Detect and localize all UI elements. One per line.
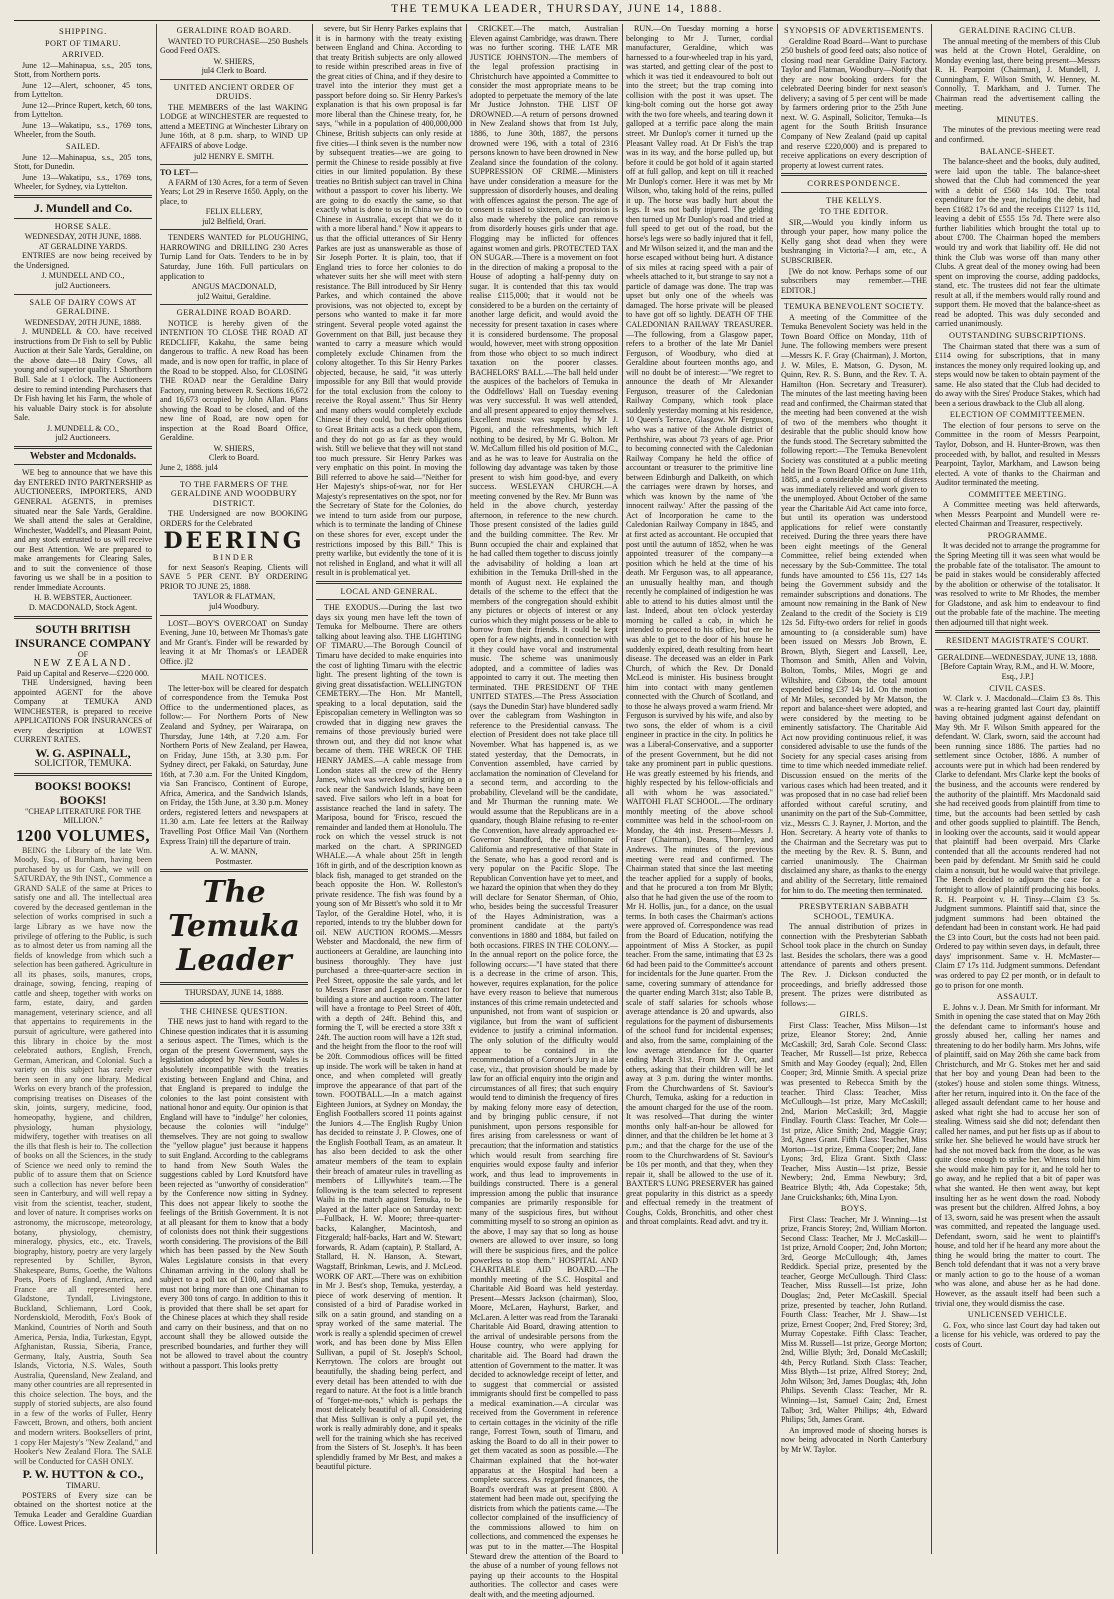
road-board-body: WANTED TO PURCHASE—250 Bushels Good Feed OATS. [160,36,308,56]
benevolent-heading: TEMUKA BENEVOLENT SOCIETY. [783,302,925,312]
civil-heading: CIVIL CASES. [989,683,1046,693]
correspondence-heading: CORRESPONDENCE. [807,178,901,189]
column-rule [156,24,157,1554]
column-rule [622,24,623,1554]
kellys-body: SIR,—Would you kindly inform us through your paper, how many police the Kelly gang shot dead when they were bushranging in Victoria?—I am, etc., A SUBSCRIBER. [781,217,927,266]
webster-sign: D. MACDONALD, Stock Agent. [28,602,138,612]
column-rule [466,24,467,1554]
local-heading: LOCAL AND GENERAL. [340,586,438,596]
mail-body: The letter-box will be cleared for despatch of correspondence from the Temuka Post Office to the undermentioned places, as follow:— For Northern Ports of New Zealand and Sydney, per Wairarapa, on Thursday, June 14th, at 7.20 a.m. For Northern Ports of New Zealand, per Hawea, on Friday, June 15th, at 3.30 p.m. For Sydney direct, per Fakaki, on Saturday, June 16th, at 7.30 a.m. For the United Kingdom, via San Francisco, Continent of Europe, Africa, America, and the Sandwich Islands, on Friday, the 15th June, at 3.30 p.m. Money orders, registered letters and newspapers at 11.30 a.m. Late fee letters at the Railway Travelling Post Office Mail Van (Northern Express Train) till the departure of train. [160,683,308,846]
racing-club-body: The annual meeting of the members of this Club was held at the Crown Hotel, Geraldine, on Monday evening last, there being present—Messrs R. H. Pearpoint (Chairman), J. Mundell, J. Cunningham, F. Wilson Smith, W. Henney, M. Connolly, T. Markham, and J. Turner. The Chairman read the advertisement calling the meeting. [935,36,1100,113]
girls-heading: GIRLS. [839,1010,869,1020]
committee-body: A Committee meeting was held afterwards, when Messrs Pearpoint and Mundell were re-elected Chairman and Treasurer, respectively. [935,500,1100,529]
shipping-entry: June 12—Mahinapua, s.s., 205 tons, Stott, from Northern ports. [14,60,152,80]
benevolent-body: A meeting of the Committee of the Temuka Benevolent Society was held in the Town Board Office on Monday, 11th of June. The following members were present—Messrs K. F. Gray (Chairman), J. Morton, J. W. Miles, E. Matson, G. Dyson, M. Quinn, Rev. R. S. Bunn, and the Rev. T. A. Hamilton (Hon. Secretary and Treasurer). The minutes of the last meeting having been read and confirmed, the Chairman stated that the meeting had been convened at the wish of two of the members who thought it desirable that the public should know how the funds stood. The Secretary submitted the following report:—The Temuka Benevolent Society was constituted at a public meeting held in the Town Board Office on June 11th, 1885, and a considerable amount of distress was immediately relieved and work given to the unemployed. About October of the same year the Charitable Aid Act came into force, but until its operation was understood applications for relief were constantly received. During the three years there have been eight meetings of the General Committee, relief being extended when necessary by the Sub-Committee. The total funds have amounted to £56 11s, £27 14s being the Government subsidy and the remainder subscriptions and donations. The amount now remaining in the Bank of New Zealand to the credit of the Society is £19 12s 5d. Fifty-two orders for relief in goods amounting to (a considerable sum) have been issued on Messrs Job Brown, E. Brown, Blyth, Siegert and Laxsell, Lee, Thomson and Smith, Allen and Volvin, Bolton, Tombs, Miles, Mogri ge and Wiltshire, and Gibson, the total amount expended being £37 14s 1d. On the motion of Mr Miles, seconded by Mr Matson, the report and balance-sheet were adopted, and were considered by the meeting to be eminently satisfactory. The Charitable Aid Act now providing continuous relief, it was considered advisable to use the funds of the Society for any special cases arising from time to time which needed immediate relief. Discussion ensued on the merits of the various cases which had been treated, and it was proposed that in no case had relief been afforded without careful scrutiny, and unanimity on the part of the Sub-Committee, viz., Messrs C. J. Rayner, J. Morton, and the Hon. Secretary. A hearty vote of thanks to the Chairman and the Secretary was put to the meeting by the Rev. R. S. Bunn, and carried unanimously. The Chairman disclaimed any share, as thanks to the energy and ability of the Secretary, little remained for him to do. The meeting then terminated. [781,312,927,895]
mail-heading: MAIL NOTICES. [201,673,267,683]
deering-heading: DEERING [163,528,305,555]
mail-sign2: Postmaster. [215,856,253,866]
vehicle-body: G. Fox, who since last Court day had taken out a license for his vehicle, was ordered to pay the costs of Court. [935,1320,1100,1349]
south-british-capital: Paid up Capital and Reserve—£220 000. [16,668,150,678]
mundell-heading: J. Mundell and Co. [33,200,133,215]
column-rule [777,24,778,1554]
court-heading: RESIDENT MAGISTRATE'S COURT. [945,636,1090,646]
election-body: The election of four persons to serve on the Committee in the room of Messrs Pearpoint, Taylor, Dobson, and H. Hunter-Brown, was then proceeded with, by ballot, and resulted in Messrs Pearpoint, Taylor, Markham, and Lawson being elected. A vote of thanks to the Chairman and Auditor terminated the meeting. [935,420,1100,488]
to-editor-heading: TO THE EDITOR. [819,207,889,217]
dairy-sale-body: J. MUNDELL & CO. have received instructions from Dr Fish to sell by Public Auction at their Sale Yards, Geraldine, on the above date—18 Dairy Cows, all young and of superior quality. 1 Shorthorn Bull. Sale at 1 o'clock. The Auctioneers desire to remind intending Purchasers that Dr Fish having let his Farm, the whole of his valuable Dairy stock is for absolute Sale. [14,327,152,423]
road-board-heading: GERALDINE ROAD BOARD. [176,308,292,318]
hutton-heading: P. W. HUTTON & CO., [22,1467,144,1482]
column-3 [316,24,462,1556]
farmers-sign2: jul4 Woodbury. [209,601,259,611]
shipping-entry: June 12—Prince Rupert, ketch, 60 tons, from Lyttelton. [14,100,152,120]
hutton-body: POSTERS of Every size can be obtained on the shortest notice at the Temuka Leader and Geraldine Guardian Office. Lowest Prices. [14,1490,152,1529]
druids-body: THE MEMBERS of the last WAKING LODGE at WINCHESTER are requested to attend a MEETING at Winchester Library on June 16th, at 8 p.m. sharp, to WIND UP AFFAIRS of above Lodge. [160,102,308,151]
farmers-heading: TO THE FARMERS OF THE GERALDINE AND WOODBURY DISTRICT. [170,479,298,508]
horse-sale-date: WEDNESDAY, 20TH JUNE, 1888. [24,232,142,242]
druids-sign: jul2 HENRY E. SMITH. [194,151,274,161]
dairy-sale-sign2: jul2 Auctioneers. [55,433,111,443]
road-board-notice-date: June 2, 1888. jul4 [160,462,218,472]
webster-heading: Webster and Mcdonalds. [29,450,137,462]
chinese-body-cont: severe, but Sir Henry Parkes explains that it is in harmony with the treaty existing between England and China. According to that treaty British subjects are only allowed to reside within prescribed areas in five of the great cities of China, and if they desire to travel into the interior they must get a passport before doing so. Sir Henry Parkes's explanation is that his own proposal is far more liberal than the Chinese treaty, for, he says, "while in a population of 400,000,000 Chinese, British subjects can only reside at five cities—I think seven is the number now by subsequent treaties—we are going to permit the Chinese to reside possibly at five cities in our limited population. By these treaties no British subject can travel in China without a passport to cover his liberty. We are going to do exactly the same, so that exactly what is done to us in China we do to Chinese in Australia, except that we do it with a more liberal hand." Now it appears to us that the official utterances of Sir Henry Parkes are just as unanswerable as those of Sir Joseph Porter. It is plain, too, that if England tries to force her colonies to do whatever suits her she will meet with stern resistance. The Bill introduced by Sir Henry Parkes, and which contained the above provisions, was not objected to, except by persons who wanted to make it far more stringent. Several people voted against the Government on that Bill, just because they wanted to carry a measure which would completely exclude Chinamen from the colony altogether. To this Sir Henry Parkes objected, because, he said, "it was utterly impossible for any Bill that would provide for the total exclusion from the colony to receive the Royal assent." Thus Sir Henry and many others would completely exclude Chinese if they could, but their obligations to Great Britain acts as a check upon them, and they do not go as far as they would wish. Still we believe that they will not stand too much pressure. Sir Henry Parkes was very emphatic on this point. In moving the Bill referred to above he said—"Neither for Her Majesty's ships-of-war, nor for Her Majesty's representatives on the spot, nor for the Secretary of State for the Colonies, do we intend to turn aside from our purpose, which is to terminate the landing of Chinese on these shores for ever, except under the restrictions imposed by this Bill." This is pretty warlike, but evidently the tone of it is not relished in England, and what it will all result in is problematical yet. [316,24,462,578]
road-board-sign2: jul4 Clerk to Board. [201,66,267,76]
programme-heading: PROGRAMME. [987,530,1048,540]
column-4 [470,24,618,1599]
to-let-heading: TO LET— [160,168,198,178]
dairy-sale-heading: SALE OF DAIRY COWS AT GERALDINE. [29,297,137,317]
road-board-heading: GERALDINE ROAD BOARD. [176,26,292,35]
masthead-rule [14,20,1100,21]
balance-body: The balance-sheet and the books, duly audited, were laid upon the table. The balance-sheet showed that the Club had commenced the year with a debit of £560 14s 10d. The total expenditure for the year, including the debit, had been £1682 17s 6d and the receipts £1127 1s 11d, leaving a debit of £555 15s 7d. There were also further liabilities which brought the total up to about £700. The Chairman hoped the members would try and work that liability off. He did not think the Club was worse off than many other Clubs. A great deal of the money owing had been spent on improving the course, adding paddocks, stand, etc. The trustees did not fear the ultimate result at all, if the members would rally round and support them. He moved that the balance-sheet as read be adopted. This was duly seconded and carried unanimously. [935,157,1100,329]
local-body-cont: RUN.—On Tuesday morning a horse belonging to Mr J. Turner, cordial manufacturer, Geraldine, which was harnessed to a four-wheeled trap in his yard, was started, and getting clear of the post to which it was tied it endeavoured to bolt out into the street; but the trap coming into collision with the post it was upset. The king-bolt coming out the horse got away with the two fore wheels, and tearing down it galloped at a terrific pace along the main street. Mr Dunlop's corner it turned up the Pleasant Valley road. At Dr Fish's the trap was in its way, and the horse pulled up, but before it could be got hold of it again started off at full gallop, and kept on till it reached Mr Dunlop's corner. Here it was met by Mr Wilson, who, taking hold of the reins, pulled it up. The horse was badly hurt about the legs. It was not badly injured. The gelding then turned up Mr Dunlop's road and tried at full speed to get out of the road, but the horse's legs were so badly injured that it fell, and Mr Wilson seized it, and the man and the horse escaped without being hurt. A distance of six miles at racing speed with a pair of wheels attached to it, but strange to say not a particle of damage was done. The trap was upset but only one of the wheels was damaged. The horse private will be pleased to have got off so lightly. DEATH OF THE CALEDONIAN RAILWAY TREASURER.—The following, from a Glasgow paper, refers to a brother of the late Mr Daniel Ferguson, of Woodbury, who died at Geraldine about fourteen months ago, and will no doubt be of interest:—"We regret to announce the death of Mr Alexander Ferguson, treasurer of the Caledonian Railway Company, which took place suddenly yesterday morning at his residence, 10 Queen's Terrace, Glasgow. Mr Ferguson, who was a native of the Athole district of Perthshire, was about 73 years of age. Prior to becoming connected with the Caledonian Railway Company he held the office of accountant or treasurer to the primitive line between Edinburgh and Dalkeith, on which the carriages were drawn by horses, and which was known by the name of 'the innocent railway.' After the passing of the Act of Incorporation he came to the Caledonian Railway Company in 1845, and at first acted as accountant. He occupied that post until the autumn of 1852, when he was appointed treasurer of the company—a position which he held at the time of his death. Mr Ferguson was, to all appearance, an unusually healthy man, and though recently he complained of indigestion he was able to attend to his duties almost until the last. Indeed, about ten o'clock yesterday morning he called a cab, in which he intended to proceed to his office, but ere he was able to get to the door of his house he suddenly expired, death resulting from heart disease. The deceased was an elder in Park Church, of which the Rev. Dr Donald McLeod is minister. His business brought him into contact with many gentlemen connected with the Church of Scotland, and to those he always proved a warm friend. Mr Ferguson is survived by his wife, and also by two sons, the elder of whom is a civil engineer in practice in the city. In politics he was a Liberal-Conservative, and a supporter of the present Government, but he did not take any prominent part in public questions. He was greatly esteemed by his friends, and highly respected by his fellow-officials and all with whom he was associated." WAITOHI FLAT SCHOOL.—The ordinary monthly meeting of the above school committee was held in the school-room on Monday, the 4th inst. Present—Messrs J. Fraser (Chairman), Deans, Thornley, and Andrews. The minutes of the previous meeting were read and confirmed. The Chairman stated that since the last meeting the teacher applied for a supply of books, and that he procured a ton from Mr Blyth; also that he had given the use of the room to Mr H. Hollis, jun., for a dance, on the usual terms. In both cases the Chairman's actions were approved of. Correspondence was read from the Board of Education, notifying the appointment of Miss A Stocker, as pupil teacher. From the same, intimating that £3 2s 6d had been paid to the Committee's account for incidentals for the June quarter. From the same, covering summary of attendance for the quarter ending March 31st; also Table B, scale of staff salaries for schools whose average attendance is 20 and upwards, also regulations for the payment of disbursements of the school fund for incidental expenses; and also, from the same, complaining of the low average attendance for the quarter ending March 31st. From Mr J. Orr, and others, asking that their children will be let away at 3 p.m. during the winter months. From the Churchwardens of St. Saviour's Church, Temuka, asking for a reduction in the amount charged for the use of the room. It was resolved—That during the winter months only half-an-hour be allowed for dinner, and that the children be let home at 3 p.m.; and that the charge for the use of the room to the Churchwardens of St. Saviour's be 10s per month, and that they, when they repair it, shall be allowed to the use of it. BAXTER'S LUNG PRESERVER has gained great popularity in this district as a speedy and effectual remedy in the treatment of Coughs, Colds, Bronchitis, and other chest and throat complaints. Read advt. and try it. [626,24,773,1227]
minutes-body: The minutes of the previous meeting were read and confirmed. [935,125,1100,145]
outstanding-body: The Chairman stated that there was a sum of £114 owing for subscriptions, that in many instances the money only required looking up, and steps would now be taken to obtain payment of the same. He also stated that the Club had decided to do away with the Sires' Produce Stakes, which had been a serious drawback to the Club all along. [935,341,1100,408]
chinese-body: THE news just to hand with regard to the Chinese question indicates that it is assuming a serious aspect. The Times, which is the organ of the present Government, says the legislation adopted by New South Wales is absolutely incompatible with the treaties existing between England and China, and that England is prepared to indulge the colonies to the last point consistent with national honor and equity. Our opinion is that England will have to "indulge" her colonies, because the colonies will "indulge" themselves. They are not going to swallow the "yellow plague" just because it happens to suit England. According to the cablegrams to hand from New South Wales the suggestions cabled by Lord Knutsford have been rejected as "unworthy of consideration" by the Conference now sitting in Sydney. This does not appear likely to soothe the feelings of the British Government. It is not at all pleasant for them to know that a body of colonists does not think their suggestions worth considering. The provisions of the Bill which has been passed by the New South Wales Legislature consists in that every Chinaman arriving in the colony shall be subject to a poll tax of £100, and that ships must not bring more than one Chinaman to every 300 tons of cargo. In addition to this it is provided that there shall be set apart for the Chinese places at which they shall reside and carry on their business, and that on no account shall they be allowed outside the prescribed boundaries, and further they will not be allowed to travel about the country without a passport. This looks pretty [160,1017,308,1370]
shipping-entry: June 12—Alert, schooner, 45 tons, from Lyttelton. [14,80,152,100]
tender-sign: ANGUS MACDONALD, [191,282,277,292]
horse-sale-sign2: jul2 Auctioneers. [55,281,111,291]
synopsis-heading: SYNOPSIS OF ADVERTISEMENTS. [783,26,925,35]
kellys-heading: THE KELLYS. [826,195,882,205]
column-rule [931,24,932,1554]
balance-heading: BALANCE-SHEET. [980,146,1055,156]
farmers-body: THE Undersigned are now BOOKING ORDERS for the Celebrated [160,509,308,528]
dairy-sale-sign: J. MUNDELL & CO., [46,423,120,433]
kellys-note: [We do not know. Perhaps some of our subscribers may remember.—THE EDITOR.] [781,266,927,295]
masthead: THE TEMUKA LEADER, THURSDAY, JUNE 14, 1888. [391,3,723,15]
books-heading: BOOKS! BOOKS! BOOKS! [34,778,132,807]
shipping-heading: SHIPPING. [58,26,108,36]
road-board-notice-body: NOTICE is hereby given of the INTENTION TO CLOSE THE ROAD AT REDCLIFF, Kakahu, the same being dangerous to traffic. A new Road has been made, and is now open for traffic, in place of the Road to be stopped. Also, for CLOSING THE ROAD near the Geraldine Dairy Factory, running between R. Sections 16,672 and 16,673 occupied by John Allan. Plans showing the Road to be closed, and of the new line of Road, are now open for inspection at the Road Board Office, Geraldine. [160,318,308,443]
druids-heading: UNITED ANCIENT ORDER OF DRUIDS. [173,82,295,102]
court-before: [Before Captain Wray, R.M., and H. W. Moore, Esq., J.P.] [940,662,1095,681]
column-rule [312,24,313,1554]
column-5 [626,24,773,1556]
presbyterian-heading: PRESBYTERIAN SABBATH SCHOOL, TEMUKA. [799,902,909,921]
to-let-sign2: jul2 Belfield, Orari. [202,216,266,226]
column-1 [14,24,152,1556]
column-7 [935,24,1100,1556]
presbyterian-body: The annual distribution of prizes in connection with the Presbyterian Sabbath School took place in the church on Sunday last. Besides the scholars, there was a good attendance of parents and others present. The Rev. J. Dickson conducted the proceedings, and briefly addressed those present. The prizes were distributed as follows:— [781,922,927,1008]
lost-body: LOST—BOY'S OVERCOAT on Sunday Evening, June 10, between Mr Thomas's gate and Mr Grant's. Finder will be rewarded by leaving it at Mr Thomas's or LEADER Office. jl2 [160,618,308,666]
chinese-heading: THE CHINESE QUESTION. [180,1006,288,1016]
to-let-body: A FARM of 130 Acres, for a term of Seven Years; Lot 29 in Reserve 1650. Apply, on the place, to [160,177,308,206]
column-2 [160,24,308,1556]
programme-body: It was decided not to arrange the programme for the Spring Meeting till it was seen what would be the probable fate of the totalisator. The amount to be paid in stakes would be considerably affected by the abolition or otherwise of the totalisator. It was resolved to write to Mr Rhodes, the member for Gladstone, and ask him to endeavour to find out the probable fate of the machine. The meeting then adjourned till that night week. [935,541,1100,627]
racing-club-heading: GERALDINE RACING CLUB. [959,26,1076,35]
webster-body: WE beg to announce that we have this day ENTERED INTO PARTNERSHIP as AUCTIONEERS, IMPORTERS, AND GENERAL AGENTS, in premises situated near the Sale Yards, Geraldine. We shall attend the sales at Geraldine, Winchester, Waddell's, and Pleasant Point, and any stock entrusted to us will receive our Best Attention. We are prepared to make arrangements for Clearing Sales, and to suit the convenience of those favoring us we shall be in a position to render Immediate Accounts. [14,468,152,592]
port-heading: PORT OF TIMARU. [45,38,121,48]
local-body-cont: CRICKET.—The match, Australian Eleven against Cambridge, was drawn. There was no further scoring. THE LATE MR JUSTICE JOHNSTON.—The members of the legal profession practising in Christchurch have appointed a Committee to consider the most appropriate means to be adopted to perpetuate the memory of the late Mr Justice Johnston. THE LIST OF DROWNED.—A return of persons drowned in New Zealand shows that from 1st July, 1886, to June 30th, 1887, the persons drowned were 196, with a total of 2316 persons known to have been drowned in New Zealand since the foundation of the colony. SUPPRESSION OF CRIME.—Ministers have under consideration a measure for the suppression of disorderly houses, and dealing with offences against the person. The age of consent is raised to sixteen, and provision is also made whereby the police can remove from disorderly houses girls under that age. Flogging may be inflicted for offences against women and girls. PROTECTED TAX ON SUGAR.—There is a movement on foot in the direction of making a proposal to the House of adopting a half-penny duty on sugar. It is contended that this tax would realise £115,000; that it would not be considered to be a burden on the certainty of another large deficit, and would avoid the necessity for present taxation in cases where it is considered burdensome. The proposal would, however, meet with strong opposition from those who object to so much indirect taxation on the poorer classes. BACHELORS' BALL.—The ball held under the auspices of the bachelors of Temuka in the Oddfellows' Hall on Tuesday evening was very successful. It was well attended, and all present appeared to enjoy themselves. Excellent music was supplied by Mr J. Pigoni, and the refreshments, which left nothing to be desired, by Mr G. Bolton. Mr W. McCallum filled his old position of M.C., and as he was to leave for Australia on the following day advantage was taken by those present to wish him good-bye, and every success. WESLEYAN CHURCH.—A meeting convened by the Rev. Mr Bunn was held in the above church, yesterday afternoon, in reference to the new church. Those present consisted of the ladies guild and the building committee. The Rev. Mr Bunn occupied the chair and explained that he had called them together to discuss jointly the advisability of holding a loan art exhibition in the Temuka Drill-shed in the month of August next. He explained the details of the scheme to the effect that the members of the congregation should exhibit any pictures or objects of interest or any curios which they might possess or be able to borrow from their friends. It could be kept open for a few nights, and in connection with it they could have vocal and instrumental music. The scheme was unanimously adopted, and a committee of ladies was appointed to carry it out. The meeting then terminated. THE PRESIDENT OF THE UNITED STATES.—The Press Association (says the Dunedin Star) have blundered sadly over the cablegram from Washington in reference to the Presidential canvass. The election of President does not take place till November. What has happened is, as we stated yesterday, that the Democrats, in Convention assembled, have carried by acclamation the nomination of Cleveland for a second term, and according to the probability, Cleveland will be the candidate, and Mr Thurman the running mate. We would assume that the Republicans are in a quandary, though Blaine refusing to re-enter the Convention, have already approached ex-Governor Standford, the millionaire of California and representative of that State in the Senate, who has a good record and is very popular on the Pacific Slope. The Republican Convention have yet to meet, and we hazard the opinion that when they do they will declare for Senator Sherman, of Ohio, who, besides being the successful Treasurer of the Hayes Administration, was a prominent candidate at the party's conventions in 1880 and 1884, but failed on both occasions. FIRES IN THE COLONY.—In the annual report on the police force, the following occurs:—"I have stated that there is a decrease in the crime of arson. This, however, requires explanation, for the police have every reason to believe that numerous instances of this crime remain undetected and unpunished, not from want of suspicion or vigilance, but from the want of sufficient evidence to justify a criminal information. The only solution of the difficulty would appear to be contained in the recommendation of a Coroner's Jury in a late case, viz., that provision should be made by law for an official enquiry into the origin and circumstances of all fires; that such enquiry would tend to diminish the frequency of fires by making felony more easy of detection, and by bringing public censure, if not punishment, upon persons responsible for fires arising from carelessness or want of precaution; that the information and statistics which would result from searching fire enquiries would expose faulty and inferior work, and thus lead to improvements in buildings constructed. There is a general impression among the public that insurance companies are primarily responsible for many of the suspicious fires, but without committing myself to so strong an opinion as the above, I may say that so long as house owners are allowed to over insure, so long will there be suspicious fires, and the police powerless to stop them." HOSPITAL AND CHARITABLE AID BOARD.—The monthly meeting of the S.C. Hospital and Charitable Aid Board was held yesterday. Present—Messrs Jackson (chairman), Sloo, Moore, McLaren, Hayhurst, Barker, and McLaren. A letter was read from the Taranaki Charitable Aid Board, drawing attention to the arrival of undesirable persons from the House country, who were applying for charitable aid. The Board had drawn the attention of Government to the matter. It was decided to acknowledge receipt of letter, and to suggest that commercial or assisted immigrants should first be compelled to pass a medical examination.—A circular was received from the Government in reference to certain cottages in the vicinity of the rifle range, Forrest Town, south of Timaru, and asking the Board to do all in their power to get them vacated as soon as possible.—The Chairman explained that the hot-water apparatus at the Hospital had been a complete success. As regarded finances, the Board's overdraft was at present £800. A statement had been made out, specifying the districts from which the patients came.—The collector complained of the insufficiency of the commissions allowed to him on collections, and commenced the expenses he was put to in the matter.—The Hospital Steward drew the attention of the Board to the abuse of a number of young fellows not paying up their accounts to the Hospital authorities. The collector and cases were dealt with, and the meeting adjourned. [470,24,618,1599]
farmers-sign: TAYLOR & FLATMAN, [192,592,276,602]
sailed-heading: SAILED. [65,142,101,152]
horse-sale-sign: J. MUNDELL AND CO., [41,271,125,281]
volumes-heading: 1200 VOLUMES, [15,825,151,845]
farmers-body2: for next Season's Reaping. Clients will SAVE 5 PER CENT. BY ORDERING PRIOR TO JUNE 25, 1888. [160,562,308,591]
road-board-notice-sign: W. SHIERS, [213,443,255,453]
dairy-sale-date: WEDNESDAY, 20TH JUNE, 1888. [24,317,142,327]
horse-sale-body: ENTRIES are now being received by the Undersigned. [14,251,152,270]
vehicle-heading: UNLICENSED VEHICLE. [967,1310,1068,1320]
synopsis-body: Geraldine Road Board—Want to purchase 250 bushels of good feed oats; also notice of closing road near Geraldine Dairy Factory. Taylor and Flatman, Woodbury—Notify that they are now booking orders for the celebrated Deering binder for next season's delivery; a saving of 5 per cent will be made by farmers ordering prior to the 25th June next. W. G. Aspinall, Solicitor, Temuka—Is agent for the South British Insurance Company of New Zealand (paid up capital and reserve £220,000) and is prepared to receive applications on every description of property at lowest current rates. [781,36,927,170]
tender-body: TENDERS WANTED for PLOUGHING, HARROWING and DRILLING 230 Acres Turnip Land for Oats. Tenders to be in by Saturday, June 16th. Full particulars on application to [160,233,308,281]
local-body: THE EXODUS.—During the last two days six young men have left the town of Temuka for Melbourne. There are others talking about leaving also. THE LIGHTING OF TIMARU.—The Borough Council of Timaru have decided to make enquiries into the cost of lighting Timaru with the electric light. The present lighting of the town is giving great dissatisfaction. WELLINGTON CEMETERY.—The Hon. Mr Mantell, speaking to a local deputation, said the Episcopalian cemetery in Wellington was so crowded that in digging new graves the remains of those previously buried were thrown out, and they did not know what became of them. THE WRECK OF THE HENRY JAMES.—A cable message from London states all the crew of the Henry James, which was wrecked by striking on a rock near the Sandwich Islands, have been saved. Five sailors who left in a boat for assistance reached the land in safety. The Mariposa, bound for 'Frisco, rescued the remainder and landed them at Honolulu. The rock on which the vessel struck is not marked on the chart. A SPRINGED WHALE.—A whale about 25ft in length 16ft in girth, and of the description known as black fish, managed to get stranded on the beach opposite the Hon. W. Rolleston's private residence. The fish was found by a young son of Mr Bissett's who sold it to Mr Taylor, of the Geraldine Hotel, who, it is reported, intends to try the blubber down for oil. NEW AUCTION ROOMS.—Messrs Webster and Macdonald, the new firm of auctioneers at Geraldine, are launching into business thoroughly. They have just purchased a three-quarter-acre section in Peel Street, opposite the sale yards, and let to Messrs Fraser and Legatte a contract for building a store and auction room. The latter will have a frontage to Peel Street of 40ft, with a depth of 24ft. Behind this, and forming the T, will be erected a store 33ft x 24ft. The auction room will have a 12ft stud, and the height from the floor to the roof will be 20ft. Commodious offices will be fitted up inside. The work will be taken in hand at once, and when completed will greatly improve the appearance of that part of the town. FOOTBALL.—In a match against Eighteen Juniors, at Sydney on Monday, the English Footballers scored 11 points against the Juniors 4.—The English Rugby Union has decided to reinstate J. P. Clowes, one of the English Football Team, as an amateur. It has also been decided to ask the other amateur members of the team to explain their breach of amateur rules in travelling as members of Lillywhite's team.—The following is the team selected to represent Waihi in the match against Temuka, to be played at the latter place on Saturday next:—Fullback, H. W. Moore; three-quarter-backs, Kalangher, Macintosh, and Fitzgerald; half-backs, Hart and W. Stewart; forwards, R. Adam (captain), P. Stallard, A. Stallard, H. N. Hanson, A. Stewart, Wagstaff, Brinkman, Lewis, and J. McLeod. WORK OF ART.—There was on exhibition in Mr J. Best's shop, Temuka, yesterday, a piece of work deserving of mention. It consisted of a bird of Paradise worked in silk on a satin ground, and standing on a spray worked of the same material. The work is really a splendid specimen of crewel work, and has been done by Miss Ellen Sullivan, a pupil of St. Joseph's School, Kerrytown. The colors are brought out beautifully, the shading being perfect, and every detail has been attended to with due regard to nature. At the foot is a little branch of "forget-me-nots," which is perhaps the most delicately beautiful of all. Considering that Miss Sullivan is only a pupil yet, the work is really admirably done, and it speaks well for the training which she has received from the Sisters of St. Joseph's. It has been splendidly framed by Mr Best, and makes a beautiful picture. [316,603,462,1472]
assault-heading: ASSAULT. [996,992,1039,1002]
webster-sign: H. B. WEBSTER, Auctioneer. [33,593,133,603]
column-6 [781,24,927,1556]
horse-sale-place: AT GERALDINE YARDS. [38,241,128,251]
boys-body: First Class: Teacher, Mr J. Winning—1st prize, Francis Storey; 2nd, William Morton. Second Class: Teacher, Mr J. McCaskill—1st prize, Arnold Cooper; 2nd, John Morton; 3rd, George McCullough; 4th, James Reddick. Special prize, presented by the teacher, George McCullough. Third Class: Teacher, Miss Russell—1st prize, John Douglas; 2nd, Peter McCaskill. Special prize, presented by teacher, John Rutland. Fourth Class: Teacher, Mr J. Shaw—1st prize, Ernest Cooper; 2nd, Fred Storey; 3rd, Murray Copestake. Fifth Class: Teacher, Miss M. Russell—1st prize, George Morton; 2nd, Willie Blyth; 3rd, Donald McCaskill; 4th, Percy Rutland. Sixth Class: Teacher, Miss Blyth—1st prize, Alfred Storey; 2nd, John Wilson; 3rd, James Douglas; 4th, John Philips. Seventh Class: Teacher, Mr R. Winning—1st, Samuel Cain; 2nd, Ernest Talbot; 3rd, Walter Philips; 4th, Edward Philips; 5th, James Grant. [781,1214,927,1425]
south-british-nz: NEW ZEALAND. [33,658,133,670]
volumes-body: BEING the Library of the late Wm. Moody, Esq., of Burnham, having been purchased by us for Cash, we will on SATURDAY, the 9th INST., Commence a GRAND SALE of the same at Prices to satisfy one and all. The intellectual area covered by the deceased gentleman in the selection of works comprised in such a large Library as we have now the privilege of offering to the Public, is such as to almost deter us from naming all the fields of knowledge from which such a selection has been gathered. Agriculture in all its phases, soils, manures, crops, drainage, sowing, fencing, reaping of cattle and sheep, together with works on farm, estate, dairy, and garden management, veterinary science, and all that appertains to requirements in the pursuit of agriculture, were gathered into this library in choice by the most celebrated authors, English, French, German, American, and Colonial. Such a variety on this subject has rarely ever been seen in any one library. Medical Works on every branch of the profession, comprising treatises on Diseases of the skin, joints, surgery, medicine, food, homeopathy, hygiene, and children, physiology, human physiology, midwifery, together with treatises on all the ills that flesh is heir to. The collection of books on all the Sciences, in the study of Science we need only to remind the public of to assure them that on Science such a collection has never before been seen in Canterbury, and will well repay a visit from the scientist, teacher, student, and lover of nature. It comprises works on astronomy, the microscope, meteorology, botany, physiology, chemistry, mineralogy, physics, etc., etc. Travels, biography, history, poetry are very largely represented by Schiller, Byron, Shakespeare, Burns, Goethe, the Waltons Poets, Poets of England, America, and France are all represented here. Gladstone, Tyndall, Livingstone, Buckland, Schliemann, Lord Cook, Nordenskiold, Merodith, Fox's Book of Mankind, Countries of North and South America, Persia, India, Turkestan, Egypt, Afghanistan, Russia, Siberia, France, Germany, Italy, Austria, South Sea Islands, Victoria, N.S. Wales, South Australia, Queensland, New Zealand, and many other countries are all represented in this choice selection. The boys, and the supply of storied subjects, are also found in a few of the works of Fuller, Henry Fawcett, Brown, and others, both ancient and modern writers. Booksellers of print, 1 copy Her Majesty's "New Zealand," and Hooker's New Zealand Flora. The SALE will be Conducted for CASH ONLY. [14,845,152,1466]
books-sub: "CHEAP LITERATURE FOR THE MILLION." [25,806,141,826]
binder-heading: BINDER [212,553,256,563]
committee-heading: COMMITTEE MEETING. [968,489,1067,499]
road-board-sign: W. SHIERS, [213,56,255,66]
boys-heading: BOYS. [840,1204,868,1214]
civil-body: W. Clark v. J. Macdonald—Claim £3 8s. This was a re-hearing granted last Court day, plaintiff having obtained judgment against defendant on May 9th. Mr F. Wilson Smith appeared for the defendant. W. Clark, sworn, said the account had been running since 1886. The parties had no settlement since October, 1886. A number of accounts were put in which had been rendered by Clarke to defendant. Mrs Clarke kept the books of the business, and the accounts were rendered by the authority of the plaintiff. Mrs Macdonald said she had received goods from plaintiff from time to time, but the accounts had been settled by cash and other goods supplied to plaintiff. The Bench, in looking over the accounts, said it would appear that plaintiff had been overpaid. Mrs Clarke contended that all the accounts rendered had not been paid by defendant. Mr Smith said he could claim a nonsuit, but he would waive that privilege. The Bench decided to adjourn the case for a fortnight to allow of plaintiff producing his books. R. H. Pearpoint v. H. Tinsy—Claim £3 5s. Judgment summons. Plaintiff said that, since the judgment summons had been obtained the defendant had been in constant work. He had paid the £3 into Court, but the costs had not been paid. Ordered to pay within seven days, in default, three days' imprisonment. Same v. H. McMaster—Claim £7 17s 11d. Judgment summons. Defendant was ordered to pay £2 per month, or in default to go to prison for one month. [935,694,1100,990]
south-british-body: THE Undersigned, having been appointed AGENT for the above Company at TEMUKA AND WINCHESTER, is prepared to receive APPLICATIONS FOR INSURANCES of every description at LOWEST CURRENT RATES. [14,678,152,745]
minutes-heading: MINUTES. [996,114,1039,124]
shipping-entry: June 13—Wakatipu, s.s., 1769 tons, Wheeler, for Sydney, via Lyttelton. [14,172,152,192]
south-british-heading: SOUTH BRITISH INSURANCE COMPANY [14,621,152,650]
horse-shoeing-note: An improved mode of shoeing horses is now being advocated in North Canterbury by Mr W. Taylor. [781,1425,927,1454]
arrived-heading: ARRIVED. [61,50,105,60]
court-sub: GERALDINE—WEDNESDAY, JUNE 13, 1888. [937,652,1098,662]
issue-date: THURSDAY, JUNE 14, 1888. [184,988,284,998]
aspinall-heading: W. G. ASPINALL, [35,746,131,760]
mail-sign: A. W. MANN, [210,847,258,857]
shipping-entry: June 12—Mahinapua, s.s., 205 tons, Stott, for Dunedin. [14,152,152,172]
outstanding-heading: OUTSTANDING SUBSCRIPTIONS. [949,330,1086,340]
tender-sign2: jul2 Waitui, Geraldine. [197,291,271,301]
aspinall-sub: SOLICITOR, TEMUKA. [34,759,132,769]
to-let-sign: FELIX ELLERY, [205,207,263,217]
election-heading: ELECTION OF COMMITTEEMEN. [949,410,1086,420]
newspaper-logo: The Temuka Leader [168,875,300,979]
shipping-entry: June 13—Wakatipu, s.s., 1769 tons, Wheeler, from the South. [14,120,152,140]
assault-body: E. Johns v. J. Dean. Mr Smith for informant. Mr Smith in opening the case stated that on May 26th the defendant came to informant's house and grossly abused her, calling her names and threatening to do her bodily harm. Mrs Johns, wife of plaintiff, said on May 26th she came back from Christchurch, and Mr G. Stokes met her and said that her boy and young Dean had been to the (stokes') house and stolen some things. Witness, after her return, inquired into it. On the face of the alleged assault defendant came to her house and asked what right she had to accuse her son of stealing. Witness said she did not; defendant then called her names, and put her fists up as if about to strike her. She believed he would have struck her had she not moved back from the door, as he was quite close enough to strike her. Witness told him she would make him pay for it, and he told her to go away, and he replied that a bit of paper was what she wanted. He then went away, but kept insulting her as he went down the road. Nobody was present but the children. Alfred Johns, a boy of 13, sworn, said he was present when the assault was committed, and repeated the language used. Defendant, sworn, said he went to plaintiff's house, and told her if he heard any more about the thing he would bring the matter to court. The Bench told defendant that it was not a very brave or manly action to go to the house of a woman who was alone, and abuse her as he had done. However, as the assault itself had been such a trivial one, they would dismiss the case. [935,1002,1100,1308]
girls-body: First Class: Teacher, Miss Milson—1st prize, Eleanor Storey; 2nd, Annie McCaskill; 3rd, Sarah Cole. Second Class: Teacher, Mr Russell—1st prize, Rebecca Smith and May Goodey (equal); 2nd, Ellen Cooper; 3rd, Minnie Smith. A special prize was presented to Rebecca Smith by the teacher. Third Class: Teacher, Miss McCullough—1st prize, Mary McCaskill; 2nd, Marion McCaskill; 3rd, Maggie Findlay. Fourth Class: Teacher, Mr Cole—1st prize, Alice Smith; 2nd, Maggie Gray; 3rd, Agnes Grant. Fifth Class: Teacher, Miss Morton—1st prize, Emma Cooper; 2nd, Jane Lyons; 3rd, Eliza Grant. Sixth Class: Teacher, Miss Austin—1st prize, Bessie Newbery; 2nd, Emma Newbury; 3rd, Beatrice Blyth; 4th, Ada Copestake; 5th, Jane Cruickshanks; 6th, Mina Lyon. [781,1020,927,1202]
south-british-of: OF [77,649,89,659]
road-board-notice-sign2: Clerk to Board. [208,453,260,463]
horse-sale-heading: HORSE SALE. [54,221,112,231]
hutton-sub: TIMARU. [66,1481,100,1491]
